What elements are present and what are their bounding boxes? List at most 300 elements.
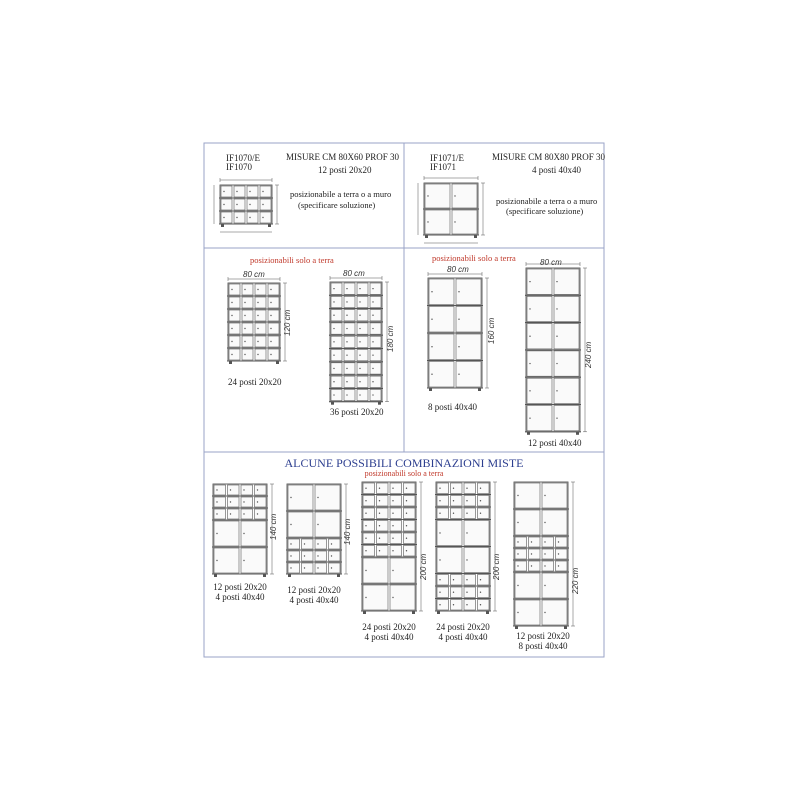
- locker-door: [425, 184, 450, 208]
- lock-icon: [439, 604, 440, 605]
- locker-door: [229, 323, 240, 334]
- locker-door: [478, 600, 490, 611]
- locker-door: [554, 296, 579, 321]
- locker-door: [242, 349, 253, 360]
- width-label: 80 cm: [447, 265, 469, 274]
- height-label: 200 cm: [492, 553, 501, 580]
- locker-door: [437, 587, 449, 598]
- lock-icon: [243, 533, 244, 534]
- locker-door: [370, 323, 381, 334]
- lock-icon: [466, 604, 467, 605]
- lock-icon: [359, 341, 360, 342]
- combo-caption: 12 posti 20x20: [516, 631, 570, 641]
- lock-icon: [392, 550, 393, 551]
- locker-door: [452, 184, 477, 208]
- unit-drawing: [214, 178, 279, 232]
- lock-icon: [230, 501, 231, 502]
- lock-icon: [379, 550, 380, 551]
- lock-icon: [346, 288, 347, 289]
- section-top-right: [418, 152, 606, 243]
- locker-door: [363, 496, 375, 507]
- mount-note: posizionabile a terra o a muro: [290, 189, 392, 199]
- cabinet-foot: [486, 611, 489, 614]
- lock-icon: [230, 513, 231, 514]
- locker-door: [255, 310, 266, 321]
- unit-caption: 36 posti 20x20: [330, 407, 384, 417]
- lock-icon: [458, 346, 459, 347]
- locker-door: [214, 521, 239, 546]
- locker-door: [527, 269, 552, 294]
- locker-door: [377, 483, 389, 494]
- locker-door: [377, 521, 389, 532]
- cabinet-foot: [214, 574, 217, 577]
- lock-icon: [544, 495, 545, 496]
- lock-icon: [379, 500, 380, 501]
- height-label: 160 cm: [487, 317, 496, 344]
- lock-icon: [544, 553, 545, 554]
- lock-icon: [556, 390, 557, 391]
- locker-door: [302, 551, 314, 561]
- cabinet-foot: [412, 611, 415, 614]
- lock-icon: [544, 612, 545, 613]
- locker-door: [255, 336, 266, 347]
- locker-door: [315, 485, 340, 510]
- locker-door: [221, 186, 232, 197]
- lock-icon: [372, 315, 373, 316]
- locker-door: [515, 573, 540, 598]
- lock-icon: [558, 565, 559, 566]
- locker-door: [234, 199, 245, 210]
- lock-icon: [346, 315, 347, 316]
- locker-door: [542, 510, 567, 535]
- cabinet-foot: [229, 361, 232, 364]
- lock-icon: [359, 394, 360, 395]
- lock-icon: [379, 525, 380, 526]
- locker-door: [241, 548, 266, 573]
- locker-door: [302, 563, 314, 573]
- locker-door: [437, 521, 462, 546]
- lock-icon: [243, 489, 244, 490]
- locker-door: [363, 585, 388, 610]
- locker-door: [363, 521, 375, 532]
- locker-door: [288, 512, 313, 537]
- lock-icon: [216, 560, 217, 561]
- locker-door: [242, 323, 253, 334]
- lock-icon: [453, 592, 454, 593]
- locker-door: [344, 376, 355, 387]
- lock-icon: [454, 221, 455, 222]
- lock-icon: [392, 525, 393, 526]
- floor-only-note: posizionabili solo a terra: [250, 255, 334, 265]
- lock-icon: [346, 341, 347, 342]
- lock-icon: [270, 302, 271, 303]
- locker-door: [529, 537, 541, 547]
- locker-door: [255, 485, 267, 495]
- locker-door: [456, 334, 481, 360]
- lock-icon: [517, 541, 518, 542]
- locker-door: [268, 297, 279, 308]
- locker-door: [234, 186, 245, 197]
- lock-icon: [290, 567, 291, 568]
- locker-door: [255, 349, 266, 360]
- locker-door: [451, 600, 463, 611]
- locker-door: [437, 575, 449, 586]
- locker-door: [247, 186, 258, 197]
- locker-door: [344, 336, 355, 347]
- lock-icon: [331, 543, 332, 544]
- height-label: 140 cm: [343, 518, 352, 545]
- lock-icon: [517, 565, 518, 566]
- measures-label: MISURE CM 80X80 PROF 30: [492, 152, 606, 162]
- locker-door: [260, 199, 271, 210]
- height-label: 220 cm: [571, 567, 580, 594]
- lock-icon: [270, 315, 271, 316]
- unit-drawing: [525, 262, 587, 435]
- locker-door: [331, 376, 342, 387]
- locker-door: [344, 350, 355, 361]
- cabinet-foot: [474, 235, 477, 238]
- locker-door: [556, 537, 568, 547]
- lock-icon: [223, 217, 224, 218]
- lock-icon: [333, 394, 334, 395]
- lock-icon: [359, 381, 360, 382]
- locker-door: [214, 509, 226, 519]
- locker-door: [542, 600, 567, 625]
- lock-icon: [439, 513, 440, 514]
- locker-door: [451, 483, 463, 494]
- locker-door: [288, 539, 300, 549]
- locker-door: [363, 508, 375, 519]
- locker-door: [554, 406, 579, 431]
- lock-icon: [231, 302, 232, 303]
- locker-door: [331, 323, 342, 334]
- lock-icon: [372, 394, 373, 395]
- locker-door: [363, 558, 388, 583]
- lock-icon: [244, 354, 245, 355]
- combo-caption: 4 posti 40x40: [438, 632, 488, 642]
- lock-icon: [453, 500, 454, 501]
- lock-icon: [379, 513, 380, 514]
- locker-door: [478, 587, 490, 598]
- locker-door: [229, 284, 240, 295]
- locker-door: [229, 310, 240, 321]
- product-code: IF1070/E: [226, 153, 261, 163]
- locker-door: [260, 212, 271, 223]
- lock-icon: [517, 553, 518, 554]
- lock-icon: [365, 525, 366, 526]
- locker-door: [464, 600, 476, 611]
- lock-icon: [466, 500, 467, 501]
- lock-icon: [439, 532, 440, 533]
- locker-door: [542, 573, 567, 598]
- locker-door: [554, 378, 579, 403]
- lock-icon: [244, 315, 245, 316]
- locker-door: [542, 561, 554, 571]
- lock-icon: [270, 328, 271, 329]
- lock-icon: [257, 315, 258, 316]
- lock-icon: [406, 513, 407, 514]
- locker-door: [315, 551, 327, 561]
- locker-door: [429, 307, 454, 333]
- locker-door: [329, 539, 341, 549]
- cabinet-foot: [221, 224, 224, 227]
- locker-door: [515, 549, 527, 559]
- lock-icon: [365, 550, 366, 551]
- lock-icon: [231, 341, 232, 342]
- locker-door: [357, 363, 368, 374]
- locker-door: [255, 497, 267, 507]
- locker-door: [370, 363, 381, 374]
- lock-icon: [365, 513, 366, 514]
- locker-door: [554, 269, 579, 294]
- width-label: 80 cm: [343, 269, 365, 278]
- lock-icon: [346, 301, 347, 302]
- locker-door: [437, 548, 462, 573]
- locker-door: [242, 336, 253, 347]
- lock-icon: [431, 319, 432, 320]
- lock-icon: [558, 553, 559, 554]
- locker-door: [214, 497, 226, 507]
- unit-caption: 8 posti 40x40: [428, 402, 478, 412]
- lock-icon: [480, 488, 481, 489]
- combo-caption: 4 posti 40x40: [289, 595, 339, 605]
- locker-door: [331, 310, 342, 321]
- locker-door: [234, 212, 245, 223]
- unit-drawing: [286, 484, 348, 577]
- lock-icon: [480, 513, 481, 514]
- locker-door: [390, 585, 415, 610]
- locker-door: [437, 483, 449, 494]
- lock-icon: [406, 488, 407, 489]
- locker-door: [242, 310, 253, 321]
- lock-icon: [439, 559, 440, 560]
- locker-door: [228, 485, 240, 495]
- locker-door: [242, 284, 253, 295]
- lock-icon: [331, 567, 332, 568]
- lock-icon: [333, 301, 334, 302]
- lock-icon: [531, 553, 532, 554]
- lock-icon: [231, 315, 232, 316]
- lock-icon: [556, 308, 557, 309]
- lock-icon: [365, 538, 366, 539]
- locker-door: [329, 563, 341, 573]
- section-bottom: [212, 456, 580, 651]
- lock-icon: [458, 291, 459, 292]
- lock-icon: [359, 354, 360, 355]
- cabinet-foot: [527, 432, 530, 435]
- lock-icon: [290, 555, 291, 556]
- locker-door: [344, 310, 355, 321]
- locker-door: [288, 563, 300, 573]
- lock-icon: [359, 301, 360, 302]
- width-label: 80 cm: [243, 270, 265, 279]
- locker-door: [344, 323, 355, 334]
- lock-icon: [439, 592, 440, 593]
- locker-door: [288, 551, 300, 561]
- locker-door: [556, 561, 568, 571]
- locker-door: [527, 406, 552, 431]
- cabinet-foot: [268, 224, 271, 227]
- locker-door: [404, 483, 416, 494]
- locker-door: [268, 336, 279, 347]
- mount-note: posizionabile a terra o a muro: [496, 196, 598, 206]
- lock-icon: [480, 500, 481, 501]
- lock-icon: [529, 417, 530, 418]
- section-middle: [227, 253, 593, 448]
- lock-icon: [290, 543, 291, 544]
- lock-icon: [257, 489, 258, 490]
- mount-note-sub: (specificare soluzione): [506, 206, 584, 216]
- locker-door: [451, 587, 463, 598]
- lock-icon: [480, 592, 481, 593]
- lock-icon: [304, 543, 305, 544]
- locker-door: [437, 496, 449, 507]
- lock-icon: [544, 585, 545, 586]
- unit-drawing: [513, 482, 575, 629]
- lock-icon: [406, 538, 407, 539]
- lock-icon: [392, 500, 393, 501]
- locker-door: [451, 508, 463, 519]
- lock-icon: [458, 374, 459, 375]
- lock-icon: [243, 560, 244, 561]
- locker-door: [529, 549, 541, 559]
- lock-icon: [365, 500, 366, 501]
- lock-icon: [454, 195, 455, 196]
- locker-door: [404, 533, 416, 544]
- lock-icon: [458, 319, 459, 320]
- locker-door: [370, 376, 381, 387]
- lock-icon: [270, 354, 271, 355]
- locker-door: [228, 497, 240, 507]
- cabinet-foot: [378, 402, 381, 405]
- locker-door: [456, 279, 481, 305]
- locker-door: [377, 508, 389, 519]
- lock-icon: [243, 501, 244, 502]
- lock-icon: [529, 390, 530, 391]
- locker-door: [268, 284, 279, 295]
- lock-icon: [346, 381, 347, 382]
- locker-door: [456, 307, 481, 333]
- locker-door: [464, 575, 476, 586]
- combo-caption: 8 posti 40x40: [518, 641, 568, 651]
- lock-icon: [317, 524, 318, 525]
- locker-door: [255, 509, 267, 519]
- locker-door: [527, 351, 552, 376]
- cabinet-foot: [478, 388, 481, 391]
- lock-icon: [304, 555, 305, 556]
- lock-icon: [317, 543, 318, 544]
- locker-door: [247, 199, 258, 210]
- locker-door: [370, 296, 381, 307]
- locker-door: [377, 533, 389, 544]
- floor-only-note: posizionabili solo a terra: [364, 469, 444, 478]
- locker-door: [331, 363, 342, 374]
- locker-door: [515, 600, 540, 625]
- locker-door: [527, 324, 552, 349]
- lock-icon: [556, 281, 557, 282]
- cabinet-foot: [429, 388, 432, 391]
- locker-door: [214, 485, 226, 495]
- locker-door: [451, 575, 463, 586]
- locker-door: [228, 509, 240, 519]
- locker-door: [268, 349, 279, 360]
- locker-door: [247, 212, 258, 223]
- lock-icon: [517, 585, 518, 586]
- locker-door: [464, 508, 476, 519]
- lock-icon: [556, 336, 557, 337]
- lock-icon: [372, 288, 373, 289]
- locker-door: [357, 376, 368, 387]
- height-label: 200 cm: [419, 553, 428, 580]
- locker-door: [242, 297, 253, 308]
- lock-icon: [439, 579, 440, 580]
- lock-icon: [406, 525, 407, 526]
- locker-door: [214, 548, 239, 573]
- product-code: IF1071: [430, 162, 457, 172]
- lock-icon: [333, 341, 334, 342]
- locker-door: [344, 363, 355, 374]
- lock-icon: [257, 328, 258, 329]
- locker-door: [404, 546, 416, 557]
- locker-door: [370, 336, 381, 347]
- lock-icon: [249, 191, 250, 192]
- lock-icon: [236, 204, 237, 205]
- places-label: 4 posti 40x40: [532, 165, 582, 175]
- lock-icon: [531, 541, 532, 542]
- locker-door: [390, 558, 415, 583]
- locker-door: [404, 521, 416, 532]
- height-label: 140 cm: [269, 513, 278, 540]
- lock-icon: [257, 341, 258, 342]
- locker-door: [542, 549, 554, 559]
- lock-icon: [556, 417, 557, 418]
- lock-icon: [544, 522, 545, 523]
- lock-icon: [216, 513, 217, 514]
- floor-only-note: posizionabili solo a terra: [432, 253, 516, 263]
- locker-door: [302, 539, 314, 549]
- lock-icon: [365, 597, 366, 598]
- locker-door: [255, 323, 266, 334]
- lock-icon: [406, 550, 407, 551]
- locker-door: [288, 485, 313, 510]
- locker-door: [377, 546, 389, 557]
- lock-icon: [216, 533, 217, 534]
- lock-icon: [244, 302, 245, 303]
- mount-note-sub: (specificare soluzione): [298, 200, 376, 210]
- locker-door: [331, 296, 342, 307]
- locker-door: [527, 378, 552, 403]
- lock-icon: [333, 368, 334, 369]
- lock-icon: [365, 570, 366, 571]
- locker-door: [529, 561, 541, 571]
- locker-door: [357, 296, 368, 307]
- cabinet-foot: [564, 626, 567, 629]
- lock-icon: [231, 289, 232, 290]
- locker-door: [456, 362, 481, 388]
- locker-door: [451, 496, 463, 507]
- locker-door: [357, 283, 368, 294]
- locker-door: [464, 483, 476, 494]
- lock-icon: [372, 381, 373, 382]
- cabinet-foot: [363, 611, 366, 614]
- lock-icon: [231, 328, 232, 329]
- locker-door: [425, 210, 450, 234]
- locker-door: [357, 350, 368, 361]
- locker-door: [464, 496, 476, 507]
- lock-icon: [379, 538, 380, 539]
- cabinet-foot: [263, 574, 266, 577]
- places-label: 12 posti 20x20: [318, 165, 372, 175]
